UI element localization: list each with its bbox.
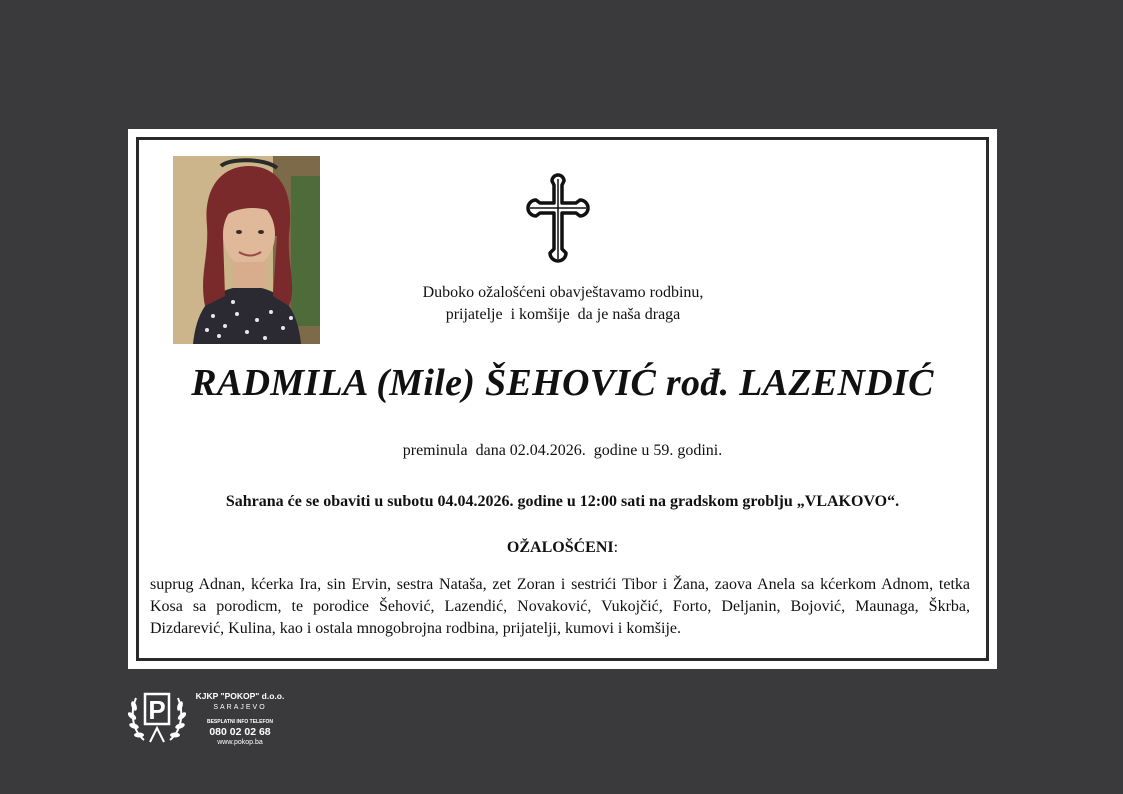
company-name: KJKP "POKOP" d.o.o. [195, 691, 285, 701]
deceased-name: RADMILA (Mile) ŠEHOVIĆ rođ. LAZENDIĆ [191, 362, 934, 404]
pokop-emblem-icon [128, 690, 186, 746]
mourners-heading-colon: : [613, 539, 619, 556]
intro-line-1: Duboko ožalošćeni obavještavamo rodbinu, [422, 284, 704, 301]
phone-caption: BESPLATNI INFO TELEFON [206, 719, 274, 725]
orthodox-cross-icon [522, 173, 594, 267]
logo-letter: P [148, 695, 166, 725]
company-city: SARAJEVO [213, 704, 267, 711]
mourners-heading-label: OŽALOŠĆENI [506, 539, 614, 556]
funeral-info-line: Sahrana će se obaviti u subotu 04.04.2026. godine u 12:00 sati na gradskom groblju „VLAKOVO“. [225, 493, 900, 510]
death-date-line: preminula dana 02.04.2026. godine u 59. godini. [402, 442, 723, 459]
obituary-notice [128, 129, 997, 669]
mourners-heading [128, 539, 997, 557]
phone-number: 080 02 02 68 [209, 726, 271, 738]
intro-text [278, 282, 848, 326]
website-link[interactable]: www.pokop.ba [217, 739, 263, 746]
intro-line-2: prijatelje i komšije da je naša draga [445, 306, 681, 323]
mourners-list: suprug Adnan, kćerka Ira, sin Ervin, sestra Nataša, zet Zoran i sestrići Tibor i Žana, zaova Anela sa kćerkom Adnom, tetka Kosa sa porodicm, te porodice Šehović, Lazendić, Novaković, Vukojčić, Forto, Deljanin, Bojović, Maunaga, Škrba, Dizdarević, Kulina, kao i ostala mnogobrojna rodbina, prijatelji, kumovi i komšije. [150, 576, 970, 637]
pokop-logo [128, 690, 328, 750]
company-info [190, 691, 290, 747]
